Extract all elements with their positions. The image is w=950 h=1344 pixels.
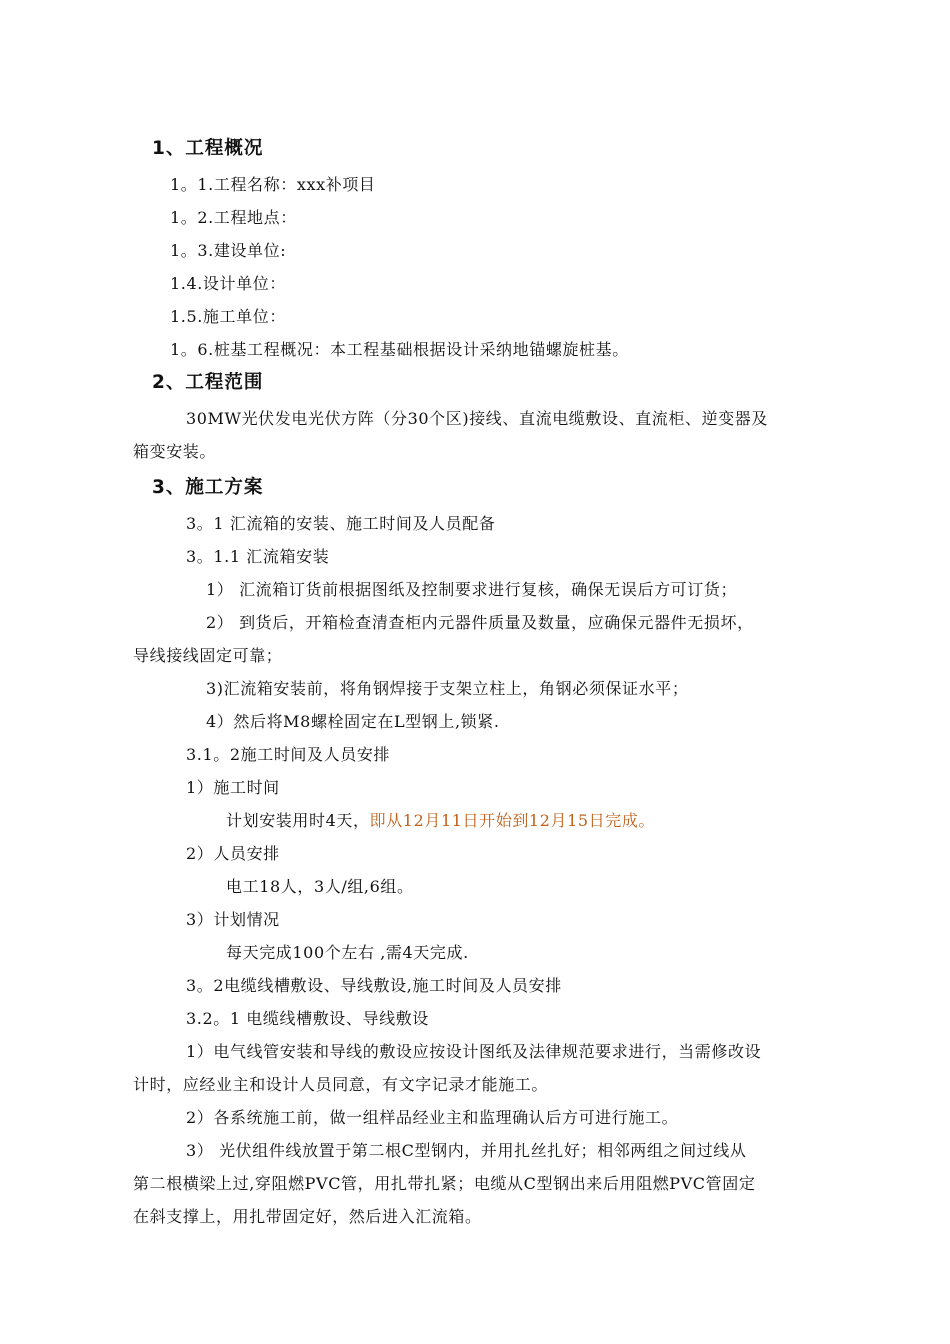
item-builder-unit: 1.5.施工单位： [170, 307, 286, 326]
install-step-2: 2） 到货后，开箱检查清查柜内元器件质量及数量，应确保元器件无损坏， [206, 613, 754, 632]
install-step-4: 4）然后将M8螺栓固定在L型钢上,锁紧. [206, 712, 500, 731]
install-step-2-cont: 导线接线固定可靠； [133, 646, 283, 665]
section-heading-scope: 2、工程范围 [152, 372, 264, 393]
cable-step-3-cont: 在斜支撑上，用扎带固定好，然后进入汇流箱。 [133, 1207, 482, 1226]
section-heading-overview: 1、工程概况 [152, 138, 264, 159]
cable-step-2: 2）各系统施工前，做一组样品经业主和监理确认后方可进行施工。 [186, 1108, 679, 1127]
schedule-staff-label: 2）人员安排 [186, 844, 280, 863]
cable-step-1-cont: 计时，应经业主和设计人员同意，有文字记录才能施工。 [133, 1075, 549, 1094]
schedule-time-label: 1）施工时间 [186, 778, 280, 797]
item-project-name: 1。1.工程名称：xxx补项目 [170, 175, 376, 194]
subsection-3-2: 3。2电缆线槽敷设、导线敷设,施工时间及人员安排 [186, 976, 562, 995]
item-construction-unit: 1。3.建设单位: [170, 241, 287, 260]
scope-paragraph-line: 30MW光伏发电光伏方阵（分30个区)接线、直流电缆敷设、直流柜、逆变器及 [186, 409, 768, 428]
section-heading-plan: 3、施工方案 [152, 477, 264, 498]
subsection-3-1: 3。1 汇流箱的安装、施工时间及人员配备 [186, 514, 496, 533]
schedule-plan-text: 每天完成100个左右 ,需4天完成. [226, 943, 469, 962]
cable-step-3: 3） 光伏组件线放置于第二根C型钢内，并用扎丝扎好；相邻两组之间过线从 [186, 1141, 747, 1160]
install-step-3: 3)汇流箱安装前，将角钢焊接于支架立柱上，角钢必须保证水平； [206, 679, 689, 698]
subsection-3-1-2: 3.1。2施工时间及人员安排 [186, 745, 391, 764]
schedule-time-line [226, 810, 655, 832]
schedule-time-text: 计划安装用时4天， [226, 811, 370, 830]
cable-step-1: 1）电气线管安装和导线的敷设应按设计图纸及法律规范要求进行，当需修改设 [186, 1042, 762, 1061]
subsection-3-2-1: 3.2。1 电缆线槽敷设、导线敷设 [186, 1009, 429, 1028]
subsection-3-1-1: 3。1.1 汇流箱安装 [186, 547, 330, 566]
item-pile-overview: 1。6.桩基工程概况：本工程基础根据设计采纳地锚螺旋桩基。 [170, 340, 629, 359]
schedule-plan-label: 3）计划情况 [186, 910, 280, 929]
schedule-time-highlight: 即从12月11日开始到12月15日完成。 [369, 811, 656, 830]
install-step-1: 1） 汇流箱订货前根据图纸及控制要求进行复核，确保无误后方可订货； [206, 580, 738, 599]
schedule-staff-text: 电工18人，3人/组,6组。 [226, 877, 414, 896]
scope-paragraph-line: 箱变安装。 [133, 442, 217, 461]
cable-step-3-cont: 第二根横梁上过,穿阻燃PVC管，用扎带扎紧；电缆从C型钢出来后用阻燃PVC管固定 [133, 1174, 756, 1193]
item-design-unit: 1.4.设计单位： [170, 274, 286, 293]
item-project-location: 1。2.工程地点： [170, 208, 297, 227]
